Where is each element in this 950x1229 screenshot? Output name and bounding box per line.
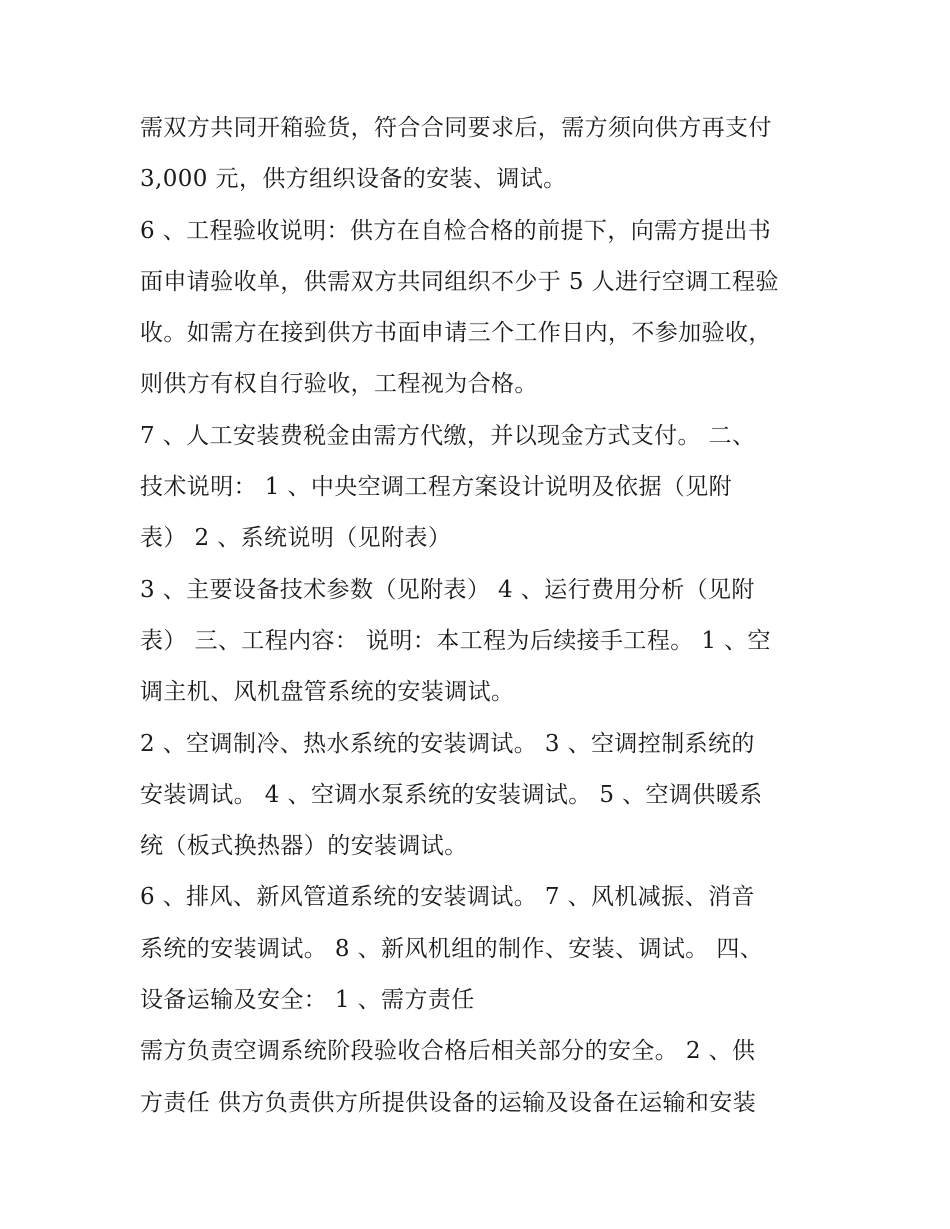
text-line: 3 、主要设备技术参数（见附表） 4 、运行费用分析（见附 [140,576,755,603]
text-line: 2 、空调制冷、热水系统的安装调试。 3 、空调控制系统的 [140,730,755,757]
text-line: 安装调试。 4 、空调水泵系统的安装调试。 5 、空调供暖系 [140,781,763,808]
text-line: 7 、人工安装费税金由需方代缴，并以现金方式支付。 二、 [140,422,756,449]
text-line: 系统的安装调试。 8 、新风机组的制作、安装、调试。 四、 [140,935,764,962]
text-line: 3,000 元，供方组织设备的安装、调试。 [140,166,567,193]
text-line: 表） 三、工程内容： 说明：本工程为后续接手工程。 1 、空 [140,627,771,654]
text-line: 需方负责空调系统阶段验收合格后相关部分的安全。 2 、供 [140,1038,756,1065]
text-line: 则供方有权自行验收，工程视为合格。 [140,371,538,398]
text-line: 收。如需方在接到供方书面申请三个工作日内，不参加验收， [140,320,772,347]
text-line: 需双方共同开箱验货，符合合同要求后，需方须向供方再支付 [140,115,772,141]
text-line: 技术说明： 1 、中央空调工程方案设计说明及依据（见附 [140,474,733,501]
text-line: 表） 2 、系统说明（见附表） [140,525,452,552]
text-line: 6 、排风、新风管道系统的安装调试。 7 、风机减振、消音 [140,884,755,911]
text-line: 设备运输及安全： 1 、需方责任 [140,987,475,1014]
text-line: 6 、工程验收说明：供方在自检合格的前提下，向需方提出书 [140,217,772,244]
body-text [140,103,830,1129]
text-line: 调主机、风机盘管系统的安装调试。 [140,679,515,706]
text-line: 面申请验收单，供需双方共同组织不少于 5 人进行空调工程验 [140,268,779,295]
text-line: 统（板式换热器）的安装调试。 [140,833,468,860]
text-line: 方责任 供方负责供方所提供设备的运输及设备在运输和安装 [140,1089,757,1116]
